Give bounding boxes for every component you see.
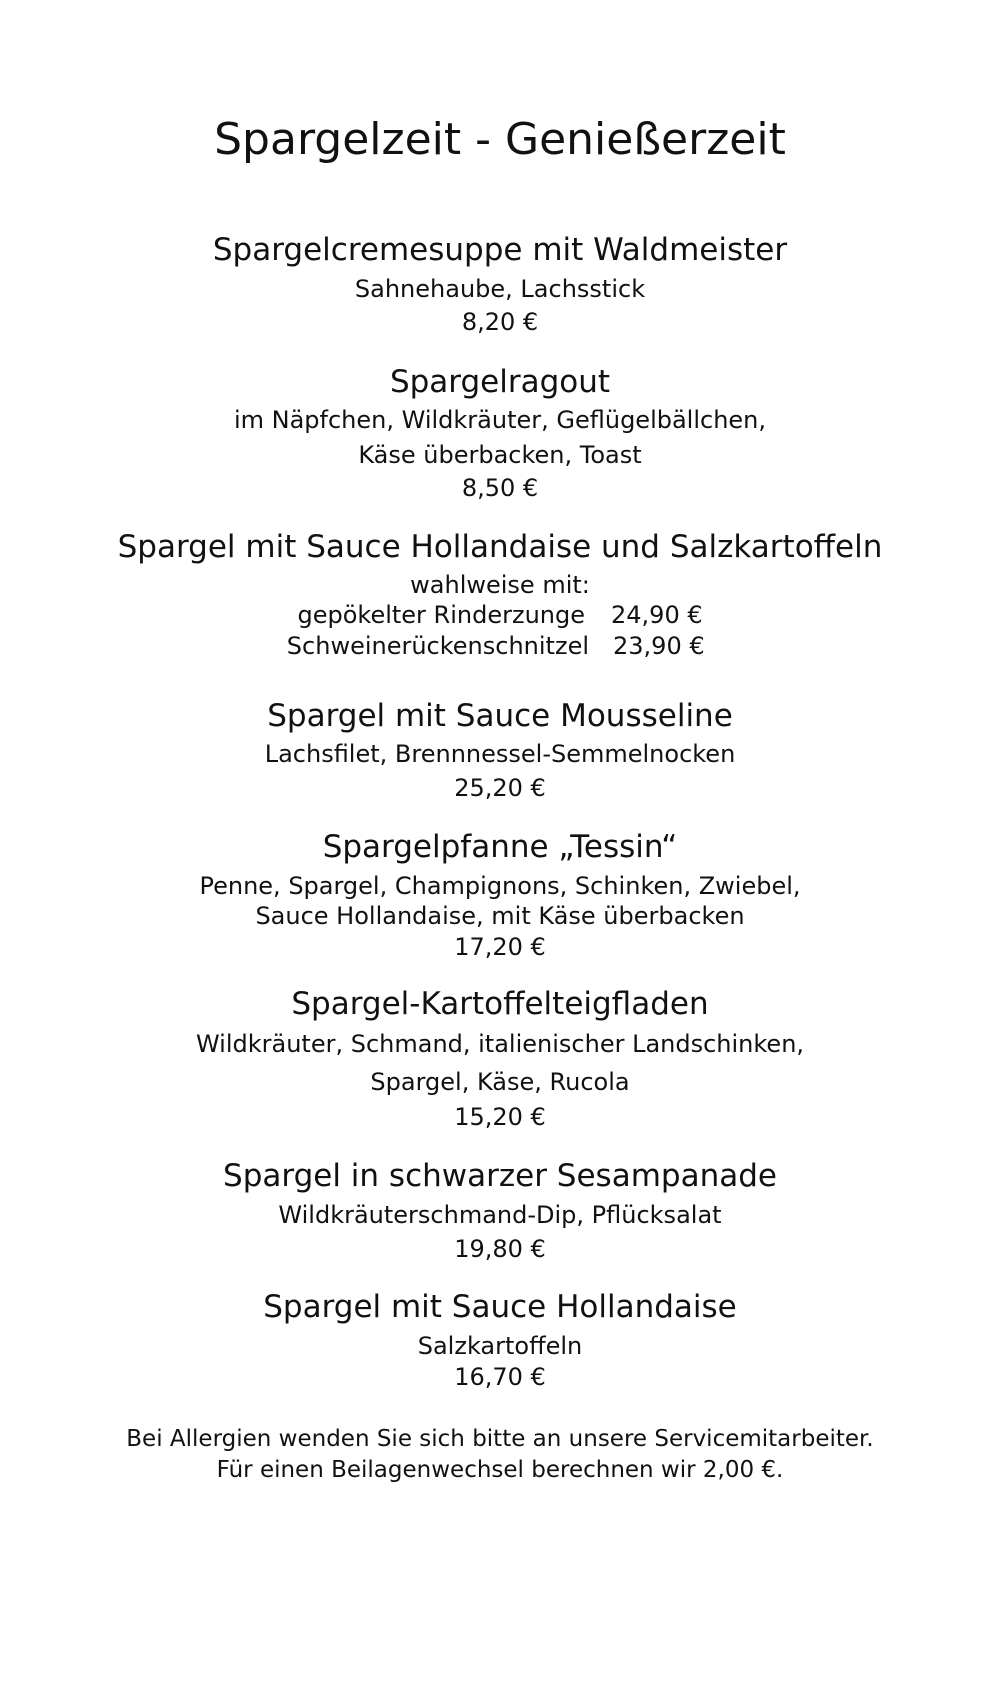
menu-title: Spargelzeit - Genießerzeit xyxy=(214,114,786,165)
dish-name: Spargel in schwarzer Sesampanade xyxy=(223,1158,777,1194)
dish-price: 16,70 € xyxy=(454,1363,546,1391)
dish-description: Lachsfilet, Brennnessel-Semmelnocken xyxy=(264,740,736,768)
option-name: gepökelter Rinderzunge xyxy=(297,601,585,629)
dish-description: Wildkräuter, Schmand, italienischer Landschinken, xyxy=(195,1030,805,1058)
option-price: 23,90 € xyxy=(613,632,705,660)
choice-label: wahlweise mit: xyxy=(410,571,590,599)
dish-name: Spargelragout xyxy=(389,364,611,400)
dish-description: Penne, Spargel, Champignons, Schinken, Zwiebel, xyxy=(199,872,801,900)
dish-price: 19,80 € xyxy=(454,1235,546,1263)
dish-name: Spargel-Kartoffelteigfladen xyxy=(291,986,709,1022)
dish-description: Wildkräuterschmand-Dip, Pflücksalat xyxy=(278,1201,722,1229)
dish-price: 8,20 € xyxy=(461,308,539,336)
dish-price: 15,20 € xyxy=(454,1103,546,1131)
dish-name: Spargel mit Sauce Hollandaise und Salzkartoffeln xyxy=(117,529,883,565)
allergy-note: Bei Allergien wenden Sie sich bitte an unsere Servicemitarbeiter. xyxy=(126,1426,874,1452)
dish-description: Sahnehaube, Lachsstick xyxy=(354,275,646,303)
dish-description: Spargel, Käse, Rucola xyxy=(370,1068,630,1096)
dish-name: Spargel mit Sauce Mousseline xyxy=(267,698,733,734)
dish-description: im Näpfchen, Wildkräuter, Geflügelbällchen, xyxy=(233,406,767,434)
dish-price: 17,20 € xyxy=(454,933,546,961)
dish-description: Sauce Hollandaise, mit Käse überbacken xyxy=(255,902,745,930)
option-row xyxy=(0,631,1000,661)
option-name: Schweinerückenschnitzel xyxy=(286,632,589,660)
dish-name: Spargelpfanne „Tessin“ xyxy=(322,829,678,865)
dish-name: Spargel mit Sauce Hollandaise xyxy=(263,1289,737,1325)
dish-price: 25,20 € xyxy=(454,774,546,802)
option-price: 24,90 € xyxy=(611,601,703,629)
dish-name: Spargelcremesuppe mit Waldmeister xyxy=(212,232,788,268)
side-change-note: Für einen Beilagenwechsel berechnen wir 2,00 €. xyxy=(216,1457,784,1483)
dish-description: Salzkartoffeln xyxy=(417,1332,583,1360)
dish-price: 8,50 € xyxy=(461,474,539,502)
dish-description: Käse überbacken, Toast xyxy=(358,441,642,469)
option-row xyxy=(0,600,1000,630)
